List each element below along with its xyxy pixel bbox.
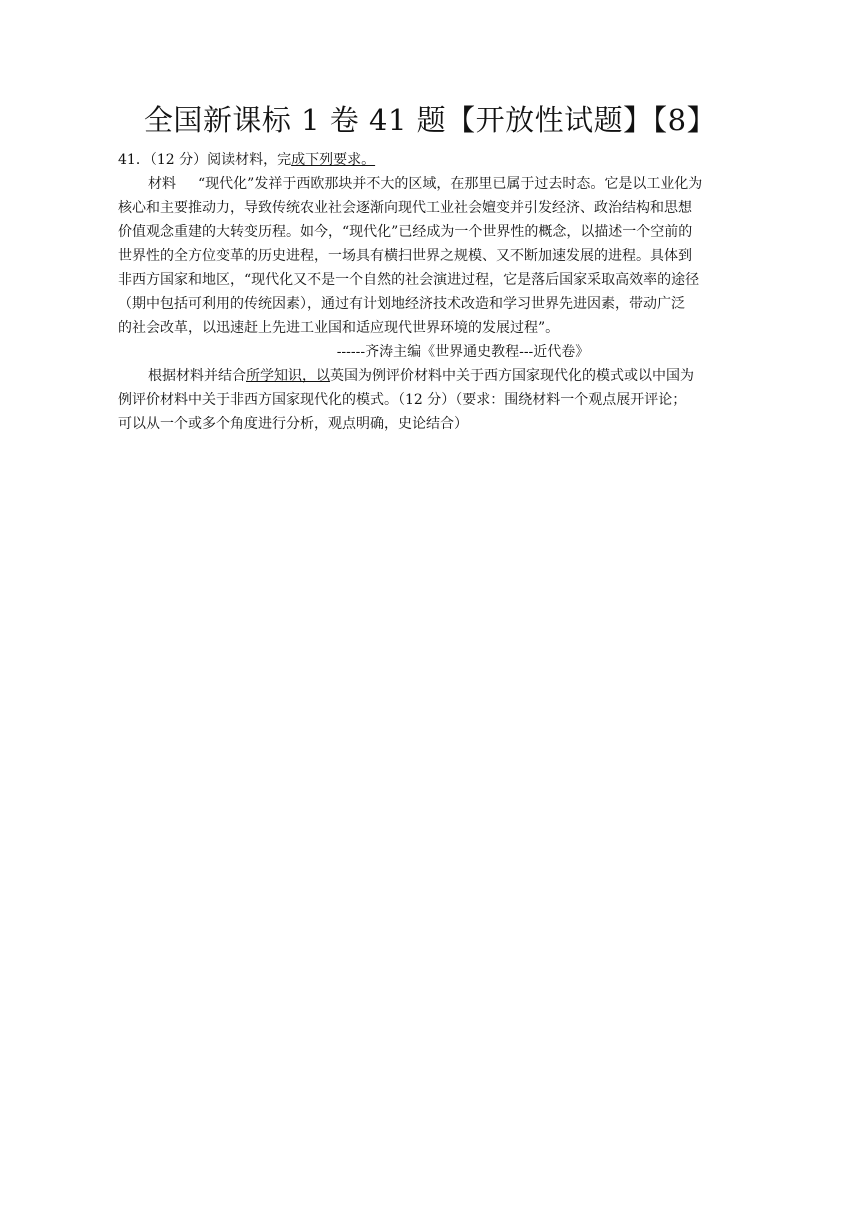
material-line: 非西方国家和地区，“现代化又不是一个自然的社会演进过程，它是落后国家采取高效率的途径	[118, 272, 700, 288]
material-line: 的社会改革，以迅速赶上先进工业国和适应现代世界环境的发展过程”。	[118, 320, 560, 336]
question-number-score: 41．（12 分）阅读材料，完	[118, 152, 292, 168]
material-label: 材料	[148, 176, 176, 192]
task-prefix: 根据材料并结合	[148, 368, 246, 384]
question-block	[118, 148, 748, 436]
material-source: ------齐涛主编《世界通史教程---近代卷》	[336, 344, 590, 360]
question-header	[118, 148, 748, 172]
material-text: “现代化”发祥于西欧那块并不大的区域，在那里已属于过去时态。它是以工业化为	[198, 176, 703, 192]
task-underlined: 所学知识，以	[246, 368, 330, 384]
task-line: 可以从一个或多个角度进行分析，观点明确，史论结合）	[118, 416, 468, 432]
material-line: （期中包括可利用的传统因素），通过有计划地经济技术改造和学习世界先进因素，带动广泛	[118, 296, 685, 312]
task-line: 例评价材料中关于非西方国家现代化的模式。（12 分）（要求：围绕材料一个观点展开评论；	[118, 392, 687, 408]
material-line	[118, 172, 748, 196]
material-line: 世界性的全方位变革的历史进程，一场具有横扫世界之规模、又不断加速发展的进程。具体到	[118, 248, 692, 264]
question-instruction-underlined: 成下列要求。	[291, 152, 376, 168]
material-line: 核心和主要推动力，导致传统农业社会逐渐向现代工业社会嬗变并引发经济、政治结构和思想	[118, 200, 692, 216]
task-line	[118, 364, 748, 388]
page-title: 全国新课标 1 卷 41 题【开放性试题】【8】	[143, 103, 717, 137]
material-line: 价值观念重建的大转变历程。如今，“现代化”已经成为一个世界性的概念，以描述一个空前的	[118, 224, 693, 240]
task-suffix: 英国为例评价材料中关于西方国家现代化的模式或以中国为	[330, 368, 694, 384]
